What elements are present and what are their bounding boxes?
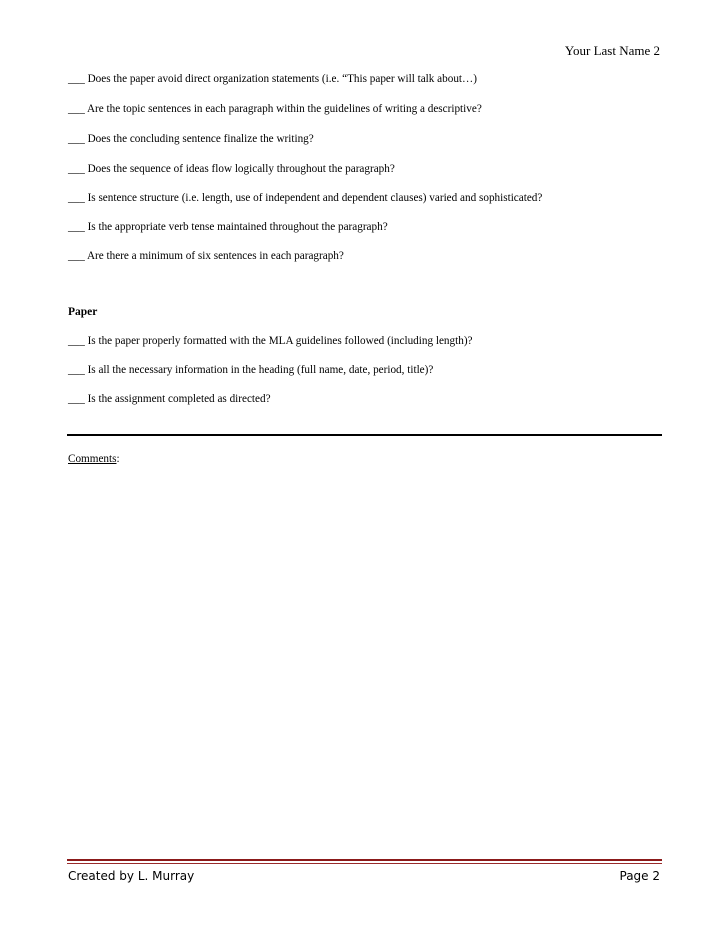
checklist-item: ___ Are there a minimum of six sentences in each paragraph? (68, 250, 344, 262)
running-head: Your Last Name 2 (564, 43, 660, 58)
comments-label: Comments (68, 453, 117, 465)
comments-colon: : (116, 453, 120, 465)
paper-checklist-item: ___ Is the assignment completed as directed? (68, 393, 271, 405)
comments-heading (68, 453, 120, 465)
checklist-item: ___ Does the paper avoid direct organization statements (i.e. “This paper will talk about…) (68, 73, 477, 85)
checklist-item: ___ Does the sequence of ideas flow logically throughout the paragraph? (68, 163, 395, 175)
footer-author: Created by L. Murray (68, 869, 195, 883)
checklist-item: ___ Does the concluding sentence finalize the writing? (68, 133, 314, 145)
section-divider (67, 434, 662, 436)
footer-page-number: Page 2 (619, 869, 660, 883)
paper-section-title: Paper (68, 306, 98, 318)
footer-rule (67, 859, 662, 861)
checklist-item: ___ Is the appropriate verb tense maintained throughout the paragraph? (68, 221, 388, 233)
checklist-item: ___ Are the topic sentences in each paragraph within the guidelines of writing a descriptive? (68, 103, 482, 115)
checklist-item: ___ Is sentence structure (i.e. length, use of independent and dependent clauses) varied and sophisticated? (68, 192, 543, 204)
footer-rule-thin (67, 863, 662, 864)
paper-checklist-item: ___ Is the paper properly formatted with the MLA guidelines followed (including length)? (68, 335, 473, 347)
paper-checklist-item: ___ Is all the necessary information in the heading (full name, date, period, title)? (68, 364, 434, 376)
